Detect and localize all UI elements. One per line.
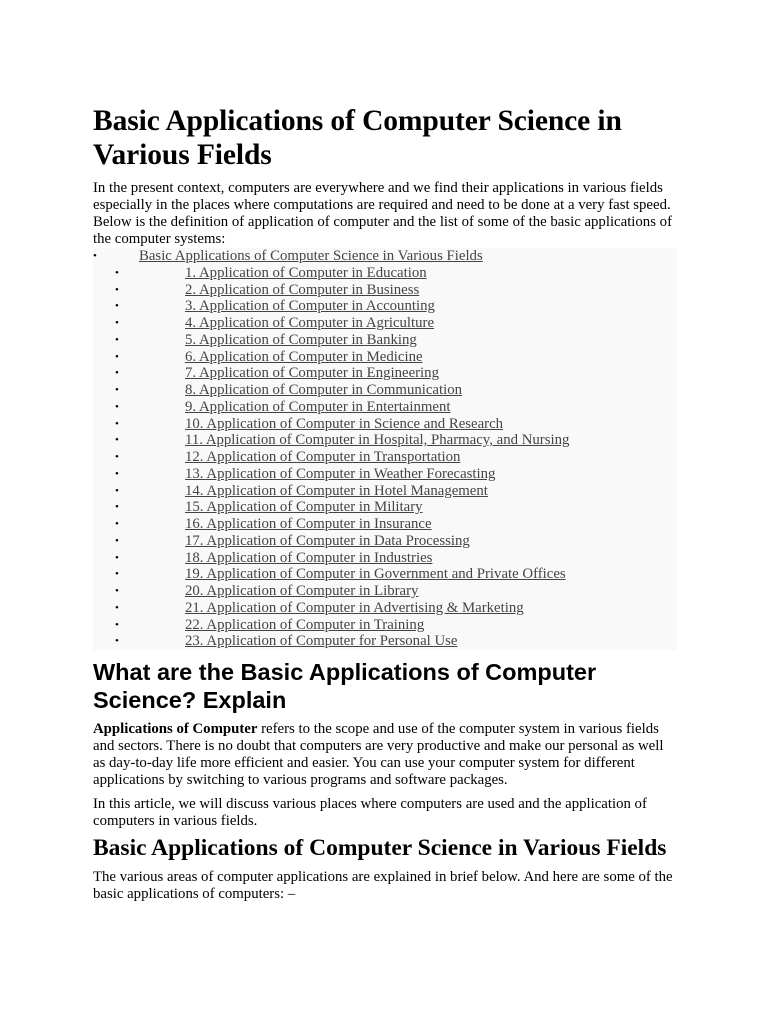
toc-item xyxy=(93,516,677,533)
bullet-icon: • xyxy=(115,635,119,648)
toc-link[interactable]: 5. Application of Computer in Banking xyxy=(185,331,417,348)
bullet-icon: • xyxy=(115,417,119,430)
toc-link[interactable]: 22. Application of Computer in Training xyxy=(185,616,425,633)
toc-link[interactable]: 7. Application of Computer in Engineering xyxy=(185,365,439,382)
toc-link[interactable]: 19. Application of Computer in Government and Private Offices xyxy=(185,566,566,583)
bullet-icon: • xyxy=(115,367,119,380)
toc-item xyxy=(93,550,677,567)
toc-item xyxy=(93,416,677,433)
toc-item xyxy=(93,432,677,449)
bullet-icon: • xyxy=(115,266,119,279)
toc-item xyxy=(93,382,677,399)
page-title: Basic Applications of Computer Science in Various Fields xyxy=(93,105,622,171)
bullet-icon: • xyxy=(115,518,119,530)
toc-item xyxy=(93,399,677,416)
toc-item xyxy=(93,633,677,650)
toc-link[interactable]: 17. Application of Computer in Data Processing xyxy=(185,532,470,549)
toc-item xyxy=(93,298,677,315)
toc-item xyxy=(93,566,677,583)
toc-item xyxy=(93,617,677,634)
bullet-icon: • xyxy=(93,250,97,262)
toc-top-item xyxy=(93,248,677,265)
toc-item xyxy=(93,499,677,516)
section-paragraph: In this article, we will discuss various places where computers are used and the application of computers in various fields. xyxy=(93,796,647,829)
bullet-icon: • xyxy=(115,384,119,396)
bullet-icon: • xyxy=(115,300,119,313)
toc-item xyxy=(93,600,677,617)
toc-link[interactable]: 9. Application of Computer in Entertainment xyxy=(185,398,451,415)
bullet-icon: • xyxy=(115,400,119,413)
toc-item xyxy=(93,466,677,483)
section-heading-what-are: What are the Basic Applications of Computer Science? Explain xyxy=(93,659,597,713)
toc-link[interactable]: 12. Application of Computer in Transportation xyxy=(185,449,461,465)
toc-link[interactable]: 16. Application of Computer in Insurance xyxy=(185,516,432,532)
intro-paragraph: In the present context, computers are everywhere and we find their applications in various fields especially in the places where computations are required and need to be done at a very fast speed. Below is the definition of application of computer and the list of some of the basic applications of the computer systems: xyxy=(93,180,672,247)
toc-link[interactable]: 11. Application of Computer in Hospital, Pharmacy, and Nursing xyxy=(185,432,570,449)
toc-item xyxy=(93,282,677,299)
toc-link-main[interactable]: Basic Applications of Computer Science in Various Fields xyxy=(139,248,483,264)
bullet-icon: • xyxy=(115,618,119,631)
bold-term: Applications of Computer xyxy=(93,721,258,737)
article xyxy=(93,104,677,903)
bullet-icon: • xyxy=(115,501,119,514)
toc-link[interactable]: 15. Application of Computer in Military xyxy=(185,499,423,516)
bullet-icon: • xyxy=(115,451,119,463)
toc-item xyxy=(93,332,677,349)
toc-item xyxy=(93,349,677,366)
toc-link[interactable]: 23. Application of Computer for Personal Use xyxy=(185,633,458,650)
bullet-icon: • xyxy=(115,434,119,447)
toc-link[interactable]: 3. Application of Computer in Accounting xyxy=(185,298,435,315)
toc-link[interactable]: 13. Application of Computer in Weather Forecasting xyxy=(185,465,496,482)
bullet-icon: • xyxy=(115,467,119,480)
table-of-contents xyxy=(93,248,677,650)
toc-link[interactable]: 6. Application of Computer in Medicine xyxy=(185,348,423,365)
bullet-icon: • xyxy=(115,601,119,614)
toc-link[interactable]: 10. Application of Computer in Science and Research xyxy=(185,415,504,432)
bullet-icon: • xyxy=(115,317,119,329)
bullet-icon: • xyxy=(115,585,119,597)
bullet-icon: • xyxy=(115,551,119,564)
toc-item xyxy=(93,449,677,466)
toc-link[interactable]: 18. Application of Computer in Industries xyxy=(185,549,433,566)
bullet-icon: • xyxy=(115,484,119,497)
toc-link[interactable]: 2. Application of Computer in Business xyxy=(185,281,420,298)
bullet-icon: • xyxy=(115,333,119,346)
toc-sub-list xyxy=(93,265,677,650)
bullet-icon: • xyxy=(115,350,119,363)
toc-link[interactable]: 20. Application of Computer in Library xyxy=(185,583,419,599)
section-paragraph xyxy=(93,721,677,789)
toc-link[interactable]: 14. Application of Computer in Hotel Management xyxy=(185,482,488,499)
bullet-icon: • xyxy=(115,534,119,547)
toc-item xyxy=(93,265,677,282)
bullet-icon: • xyxy=(115,283,119,296)
toc-item xyxy=(93,583,677,600)
section-heading-basic-applications: Basic Applications of Computer Science in Various Fields xyxy=(93,835,667,861)
toc-link[interactable]: 21. Application of Computer in Advertising & Marketing xyxy=(185,599,524,616)
toc-link[interactable]: 1. Application of Computer in Education xyxy=(185,264,427,281)
toc-item xyxy=(93,533,677,550)
bullet-icon: • xyxy=(115,568,119,581)
toc-item xyxy=(93,365,677,382)
toc-link[interactable]: 4. Application of Computer in Agriculture xyxy=(185,315,435,331)
toc-item xyxy=(93,483,677,500)
toc-item xyxy=(93,315,677,332)
toc-link[interactable]: 8. Application of Computer in Communication xyxy=(185,382,463,398)
paragraph-text: refers to the scope and use of the computer system in various fields and sectors. There is no doubt that computers are very productive and make our personal as well as day-to-day life more efficient and easier. You can use your computer system for different applications by switching to various programs and software packages. xyxy=(93,721,664,788)
section-paragraph: The various areas of computer applications are explained in brief below. And here are some of the basic applications of computers: – xyxy=(93,869,673,902)
